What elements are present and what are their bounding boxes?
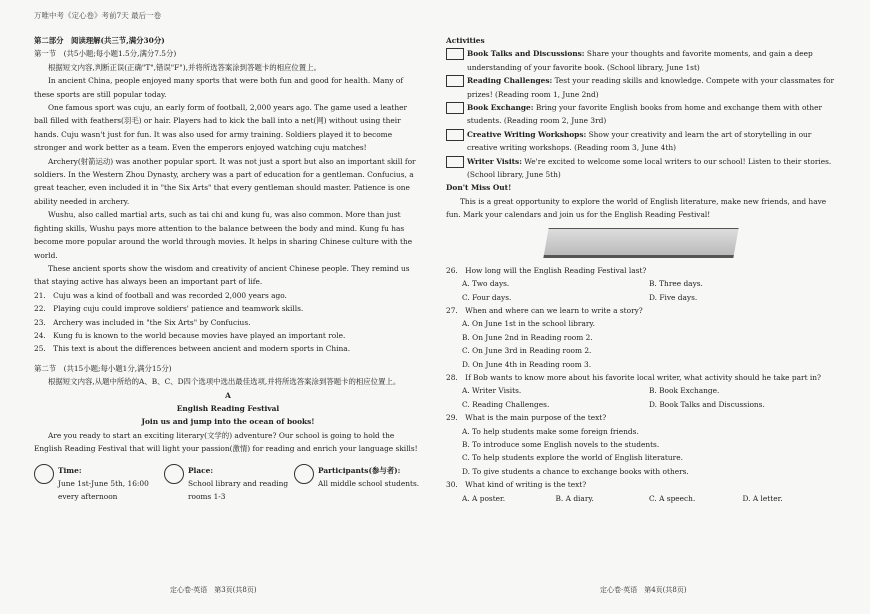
left-column — [34, 34, 422, 504]
activity-3-title: Book Exchange: — [467, 103, 534, 113]
q27-option-a: A. On June 1st in the school library. — [462, 319, 595, 329]
passage-p5: These ancient sports show the wisdom and creativity of ancient Chinese people. They remind us that staying active has always been an important part of life. — [34, 263, 410, 287]
question-24: 24. Kung fu is known to the world because movies have played an important role. — [34, 330, 346, 340]
activity-5-desc: We're excited to welcome some local writers to our school! Listen to their stories. (School library, June 5th) — [467, 156, 832, 180]
time-value: June 1st-June 5th, 16:00 every afternoon — [58, 479, 149, 502]
q30-option-a: A. A poster. — [462, 493, 506, 503]
participants-label: Participants(参与者): — [317, 465, 401, 475]
q29-option-a: A. To help students make some foreign friends. — [462, 426, 639, 436]
q30-option-d: D. A letter. — [742, 493, 783, 503]
activity-4-title: Creative Writing Workshops: — [467, 129, 587, 139]
passage-a-label: A — [225, 390, 231, 400]
question-25: 25. This text is about the differences between ancient and modern sports in China. — [34, 344, 351, 354]
activity-1-desc: Share your thoughts and favorite moments, and gain a deep understanding of your favorite book. (School library, June 1st) — [467, 49, 813, 72]
q26-option-a: A. Two days. — [462, 279, 510, 289]
writer-icon — [446, 156, 464, 168]
activity-1 — [446, 47, 836, 74]
question-27: 27. When and where can we learn to write a story? — [446, 305, 643, 315]
activity-2-title: Reading Challenges: — [467, 76, 553, 86]
q30-option-c: C. A speech. — [649, 493, 696, 503]
place-value: School library and reading rooms 1-3 — [187, 479, 289, 502]
q27-option-c: C. On June 3rd in Reading room 2. — [462, 346, 592, 356]
q26-option-c: C. Four days. — [462, 292, 512, 302]
q26-option-d: D. Five days. — [649, 292, 698, 302]
pencil-icon — [446, 75, 464, 87]
question-26-options-2 — [446, 291, 836, 304]
question-21: 21. Cuju was a kind of football and was recorded 2,000 years ago. — [34, 290, 287, 300]
passage-a-subtitle: Join us and jump into the ocean of books! — [141, 417, 315, 427]
q27-option-d: D. On June 4th in Reading room 3. — [462, 359, 592, 369]
time-label: Time: — [58, 465, 82, 475]
activity-3-desc: Bring your favorite English books from home and exchange them with other students. (Reading room 2, June 3rd) — [467, 103, 823, 126]
passage-p3: Archery(射箭运动) was another popular sport. It was not just a sport but also an important skill for soldiers. In the Western Zhou Dynasty, archery was a part of education for a gentleman. Confucius, a great teacher, even included it in "the Six Arts" that every gentleman should master. Patience is one ability needed in archery. — [34, 156, 416, 206]
q27-option-b: B. On June 2nd in Reading room 2. — [462, 332, 593, 342]
sec1-instruction: 根据短文内容,判断正误(正确"T",错误"F"),并将所选答案涂到答题卡的相应位置上。 — [48, 62, 321, 72]
q28-option-d: D. Book Talks and Discussions. — [649, 399, 765, 409]
activity-2-desc: Test your reading skills and knowledge. Compete with your classmates for prizes! (Reading room 1, June 2nd) — [467, 76, 835, 99]
q29-option-d: D. To give students a chance to exchange books with others. — [462, 466, 689, 476]
sec2-title: 第二节 (共15小题;每小题1分,满分15分) — [34, 363, 172, 373]
question-30: 30. What kind of writing is the text? — [446, 480, 587, 490]
location-icon — [164, 464, 184, 484]
left-footer: 定心卷·英语 第3页(共8页) — [170, 586, 257, 594]
activity-2 — [446, 74, 836, 101]
activities-title: Activities — [446, 36, 485, 45]
activity-4 — [446, 128, 836, 155]
q28-option-b: B. Book Exchange. — [649, 386, 720, 396]
q29-option-b: B. To introduce some English novels to the students. — [462, 439, 660, 449]
place-info — [164, 464, 292, 504]
time-info — [34, 464, 162, 504]
question-28-options-2 — [446, 398, 836, 411]
dont-miss-title: Don't Miss Out! — [446, 183, 512, 193]
activity-5-title: Writer Visits: — [467, 156, 522, 166]
open-book-illustration — [543, 228, 738, 258]
section-title: 第二部分 阅读理解(共三节,满分30分) — [34, 36, 165, 45]
participants-value: All middle school students. — [317, 479, 420, 488]
activity-3 — [446, 101, 836, 128]
edit-icon — [446, 129, 464, 141]
passage-a-title: English Reading Festival — [176, 403, 280, 413]
book-icon — [446, 48, 464, 60]
dont-miss-text: This is a great opportunity to explore the world of English literature, make new friends, and have fun. Mark your calendars and join us for the English Reading Festival! — [446, 196, 827, 220]
q30-option-b: B. A diary. — [555, 493, 594, 503]
festival-info — [34, 464, 422, 504]
passage-p1: In ancient China, people enjoyed many sports that were both fun and good for health. Many of these sports are still popular today. — [34, 76, 404, 99]
q28-option-c: C. Reading Challenges. — [462, 399, 550, 409]
books-icon — [446, 102, 464, 114]
person-icon — [294, 464, 314, 484]
question-26: 26. How long will the English Reading Festival last? — [446, 265, 647, 275]
passage-a-intro: Are you ready to start an exciting literary(文学的) adventure? Our school is going to hold the English Reading Festival that will light your passion(激情) for reading and enrich your language skills! — [34, 430, 418, 454]
question-28-options — [446, 384, 836, 397]
question-28: 28. If Bob wants to know more about his favorite local writer, what activity should he take part in? — [446, 372, 821, 382]
participants-info — [294, 464, 422, 504]
q26-option-b: B. Three days. — [649, 279, 703, 289]
question-22: 22. Playing cuju could improve soldiers' patience and teamwork skills. — [34, 304, 304, 314]
activity-5 — [446, 155, 836, 182]
page-header: 万唯中考《定心卷》考前7天 最后一卷 — [34, 11, 162, 20]
question-23: 23. Archery was included in "the Six Arts" by Confucius. — [34, 317, 251, 327]
passage-p4: Wushu, also called martial arts, such as tai chi and kung fu, was also common. More than just fighting skills, Wushu pays more attention to the balance between the body and mind. Kung fu has become more popular around the world through movies. It helps in sharing Chinese culture with the world. — [34, 210, 413, 260]
question-29: 29. What is the main purpose of the text? — [446, 413, 607, 423]
place-label: Place: — [187, 465, 214, 475]
activity-4-desc: Show your creativity and learn the art of storytelling in our creative writing workshops. (Reading room 3, June 4th) — [467, 129, 812, 153]
passage-p2: One famous sport was cuju, an early form of football, 2,000 years ago. The game used a leather ball filled with feathers(羽毛) or hair. Players had to kick the ball into a net(网) without using their hands. Cuju wasn't just for fun. It was also used for army training. Soldiers played it to become stronger and work better as a team. Even the emperors enjoyed watching cuju matches! — [34, 103, 408, 153]
question-30-options — [446, 492, 836, 505]
right-footer: 定心卷·英语 第4页(共8页) — [600, 586, 687, 594]
q29-option-c: C. To help students explore the world of English literature. — [462, 453, 683, 463]
question-26-options — [446, 277, 836, 290]
clock-icon — [34, 464, 54, 484]
sec2-instruction: 根据短文内容,从题中所给的A、B、C、D四个选项中选出最佳选项,并将所选答案涂到答题卡的相应位置上。 — [48, 377, 401, 387]
activity-1-title: Book Talks and Discussions: — [467, 49, 585, 59]
sec1-title: 第一节 (共5小题;每小题1.5分,满分7.5分) — [34, 49, 177, 59]
right-column — [446, 34, 836, 505]
q28-option-a: A. Writer Visits. — [462, 386, 522, 396]
